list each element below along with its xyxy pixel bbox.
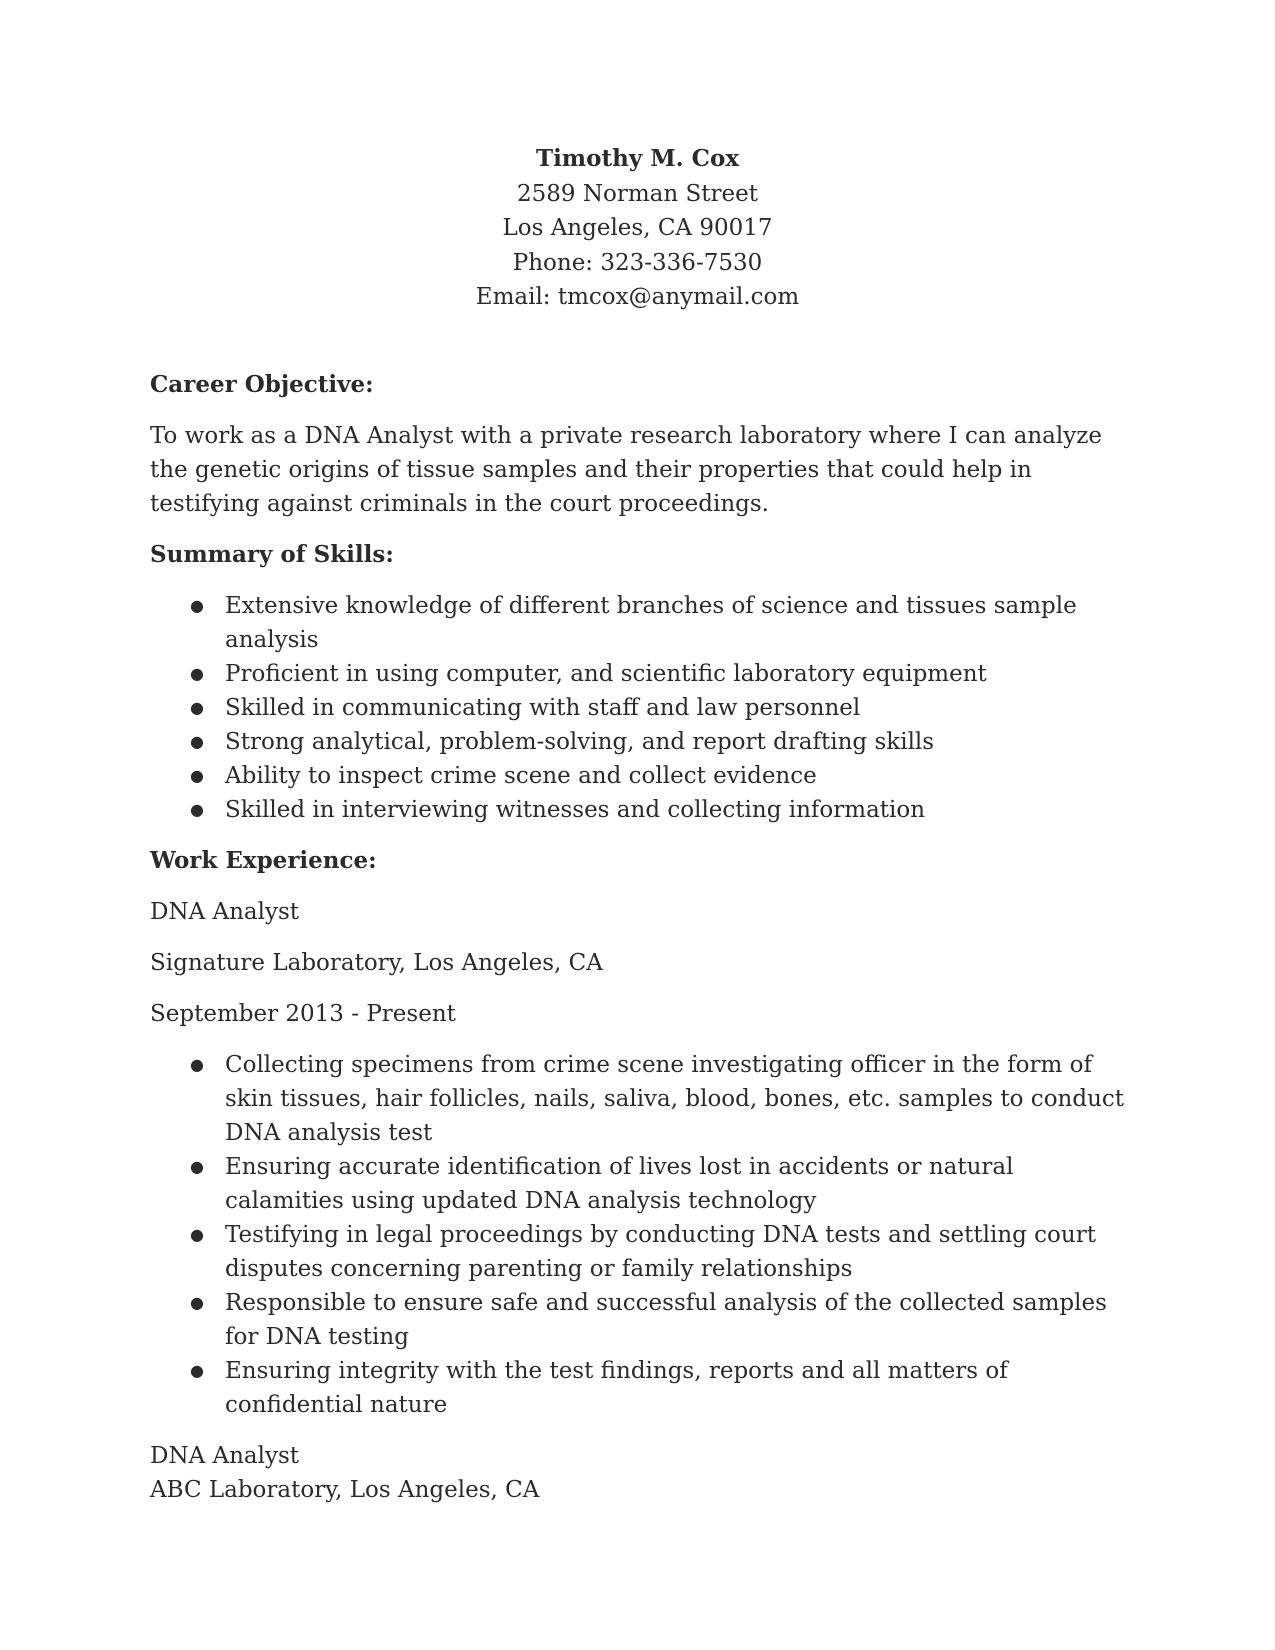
skill-text: Extensive knowledge of different branches of science and tissues sample analysis	[225, 593, 1077, 653]
job-title: DNA Analyst	[150, 1443, 300, 1469]
career-objective-heading: Career Objective:	[150, 371, 374, 398]
duty-text: Ensuring accurate identification of lives lost in accidents or natural calamities using updated DNA analysis technology	[225, 1154, 1014, 1214]
duty-text: Collecting specimens from crime scene investigating officer in the form of skin tissues, hair follicles, nails, saliva, blood, bones, etc. samples to conduct DNA analysis test	[225, 1052, 1125, 1146]
job-title: DNA Analyst	[150, 899, 300, 925]
skill-text: Strong analytical, problem-solving, and report drafting skills	[225, 729, 935, 755]
skill-item	[150, 759, 1130, 793]
skills-heading: Summary of Skills:	[150, 541, 394, 568]
bullet-icon: ●	[190, 766, 204, 785]
bullet-icon: ●	[190, 1157, 204, 1176]
applicant-name: Timothy M. Cox	[535, 145, 740, 172]
job-duties-list	[150, 1048, 1130, 1422]
bullet-icon: ●	[190, 596, 204, 615]
career-objective-text: To work as a DNA Analyst with a private research laboratory where I can analyze the genetic origins of tissue samples and their properties that could help in testifying against criminals in the court proceedings.	[150, 423, 1102, 517]
skill-text: Proficient in using computer, and scientific laboratory equipment	[225, 661, 987, 687]
duty-text: Ensuring integrity with the test findings, reports and all matters of confidential nature	[225, 1358, 1008, 1418]
duty-text: Testifying in legal proceedings by conducting DNA tests and settling court disputes concerning parenting or family relationships	[225, 1222, 1096, 1282]
skill-text: Skilled in communicating with staff and law personnel	[225, 695, 861, 721]
skill-item	[150, 793, 1130, 827]
skill-item	[150, 725, 1130, 759]
duty-item	[150, 1218, 1130, 1286]
skill-text: Skilled in interviewing witnesses and collecting information	[225, 797, 926, 823]
phone-number: Phone: 323-336-7530	[512, 249, 763, 276]
bullet-icon: ●	[190, 1225, 204, 1244]
work-experience-heading: Work Experience:	[150, 847, 377, 874]
contact-header	[0, 142, 1275, 315]
bullet-icon: ●	[190, 1293, 204, 1312]
duty-item	[150, 1354, 1130, 1422]
bullet-icon: ●	[190, 664, 204, 683]
skill-text: Ability to inspect crime scene and collect evidence	[225, 763, 817, 789]
skill-item	[150, 691, 1130, 725]
bullet-icon: ●	[190, 1361, 204, 1380]
bullet-icon: ●	[190, 732, 204, 751]
bullet-icon: ●	[190, 800, 204, 819]
city-state-zip: Los Angeles, CA 90017	[502, 215, 773, 241]
bullet-icon: ●	[190, 1055, 204, 1074]
job-dates: September 2013 - Present	[150, 1001, 456, 1027]
street-address: 2589 Norman Street	[517, 180, 758, 207]
job-company: Signature Laboratory, Los Angeles, CA	[150, 950, 603, 976]
skills-list	[150, 589, 1130, 827]
bullet-icon: ●	[190, 698, 204, 717]
duty-text: Responsible to ensure safe and successful analysis of the collected samples for DNA testing	[225, 1290, 1107, 1350]
duty-item	[150, 1286, 1130, 1354]
job-company: ABC Laboratory, Los Angeles, CA	[150, 1477, 540, 1503]
duty-item	[150, 1150, 1130, 1218]
resume-body	[150, 368, 1130, 1507]
duty-item	[150, 1048, 1130, 1150]
skill-item	[150, 589, 1130, 657]
skill-item	[150, 657, 1130, 691]
email-address: Email: tmcox@anymail.com	[475, 284, 800, 310]
